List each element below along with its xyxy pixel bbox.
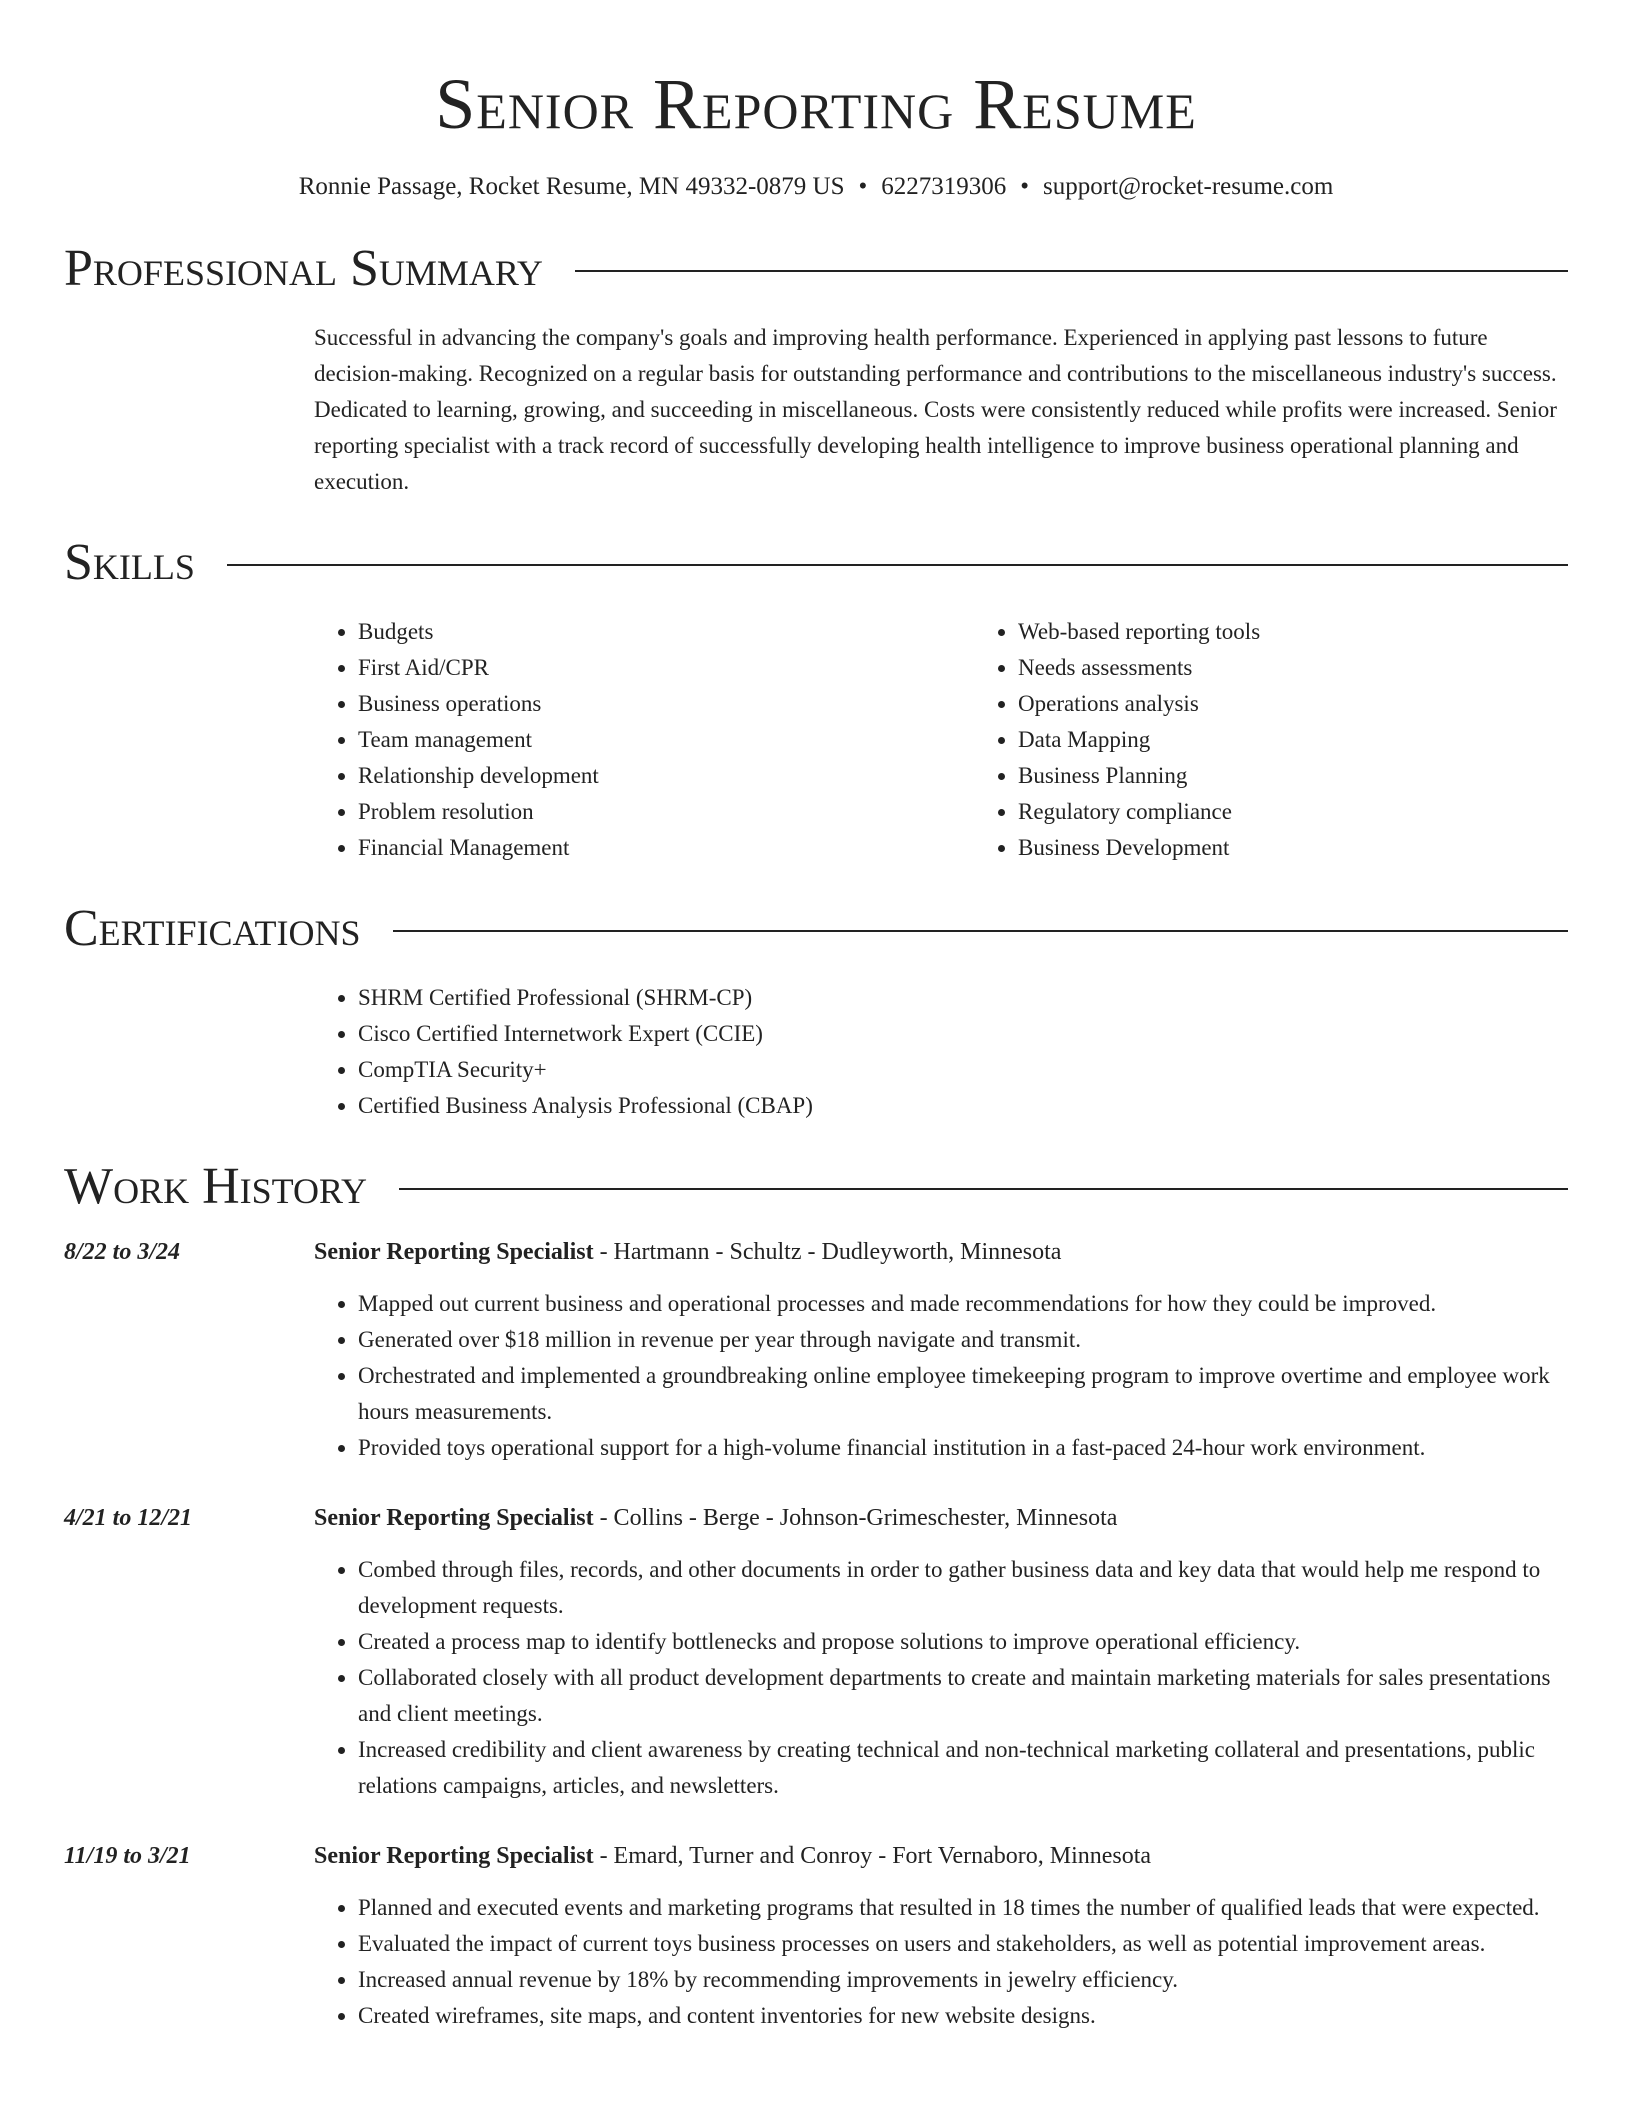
section-divider	[227, 564, 1568, 566]
job-bullets	[314, 1286, 1568, 1466]
job-bullets	[314, 1552, 1568, 1804]
contact-separator: •	[1020, 173, 1030, 200]
section-divider	[393, 930, 1568, 932]
skill-item: • Business operations	[358, 686, 974, 722]
skills-body	[314, 614, 1568, 866]
job-entry	[64, 1838, 1568, 2034]
skill-item: • Needs assessments	[1018, 650, 1632, 686]
skill-item: • Financial Management	[358, 830, 974, 866]
job-heading	[314, 1500, 1568, 1536]
summary-header	[64, 236, 1568, 302]
contact-phone: 6227319306	[881, 173, 1007, 200]
certification-item: • Cisco Certified Internetwork Expert (CCIE)	[358, 1016, 1568, 1052]
skill-item: • Business Planning	[1018, 758, 1632, 794]
skill-item: • Budgets	[358, 614, 974, 650]
job-title: Senior Reporting Specialist	[314, 1505, 594, 1531]
summary-text: Successful in advancing the company's goals and improving health performance. Experienced in applying past lessons to future decision-making. Recognized on a regular basis for outstanding performance and contributions to the miscellaneous industry's success. Dedicated to learning, growing, and succeeding in miscellaneous. Costs were consistently reduced while profits were increased. Senior reporting specialist with a track record of successfully developing health intelligence to improve business operational planning and execution.	[314, 325, 1557, 494]
job-bullet: • Increased annual revenue by 18% by recommending improvements in jewelry efficiency.	[358, 1962, 1568, 1998]
job-main	[314, 1838, 1568, 2034]
job-bullet: • Evaluated the impact of current toys business processes on users and stakeholders, as well as potential improvement areas.	[358, 1926, 1568, 1962]
work-history-heading: Work History	[64, 1158, 368, 1215]
job-bullet: • Created wireframes, site maps, and content inventories for new website designs.	[358, 1998, 1568, 2034]
skill-item: • Business Development	[1018, 830, 1632, 866]
job-bullets	[314, 1890, 1568, 2034]
work-history-section	[64, 1154, 1568, 2034]
job-title: Senior Reporting Specialist	[314, 1239, 594, 1265]
skills-columns	[314, 614, 1568, 866]
job-employer: - Hartmann - Schultz - Dudleyworth, Minnesota	[593, 1239, 1062, 1265]
job-main	[314, 1500, 1568, 1804]
skills-heading: Skills	[64, 534, 195, 591]
skill-item: • First Aid/CPR	[358, 650, 974, 686]
resume-title: Senior Reporting Resume	[435, 64, 1197, 144]
certification-item: • CompTIA Security+	[358, 1052, 1568, 1088]
section-divider	[575, 270, 1568, 272]
job-bullet: • Collaborated closely with all product development departments to create and maintain marketing materials for sales presentations and client meetings.	[358, 1660, 1568, 1732]
job-dates: 8/22 to 3/24	[64, 1239, 181, 1265]
job-bullet: • Planned and executed events and marketing programs that resulted in 18 times the number of qualified leads that were expected.	[358, 1890, 1568, 1926]
job-bullet: • Created a process map to identify bottlenecks and propose solutions to improve operational efficiency.	[358, 1624, 1568, 1660]
job-bullet: • Provided toys operational support for a high-volume financial institution in a fast-paced 24-hour work environment.	[358, 1430, 1568, 1466]
contact-separator: •	[858, 173, 868, 200]
contact-line	[64, 170, 1568, 204]
job-heading	[314, 1234, 1568, 1270]
summary-body	[314, 320, 1568, 500]
job-employer: - Collins - Berge - Johnson-Grimeschester, Minnesota	[593, 1505, 1118, 1531]
job-title: Senior Reporting Specialist	[314, 1843, 594, 1869]
certifications-heading: Certifications	[64, 900, 361, 957]
job-bullet: • Increased credibility and client awareness by creating technical and non-technical marketing collateral and presentations, public relations campaigns, articles, and newsletters.	[358, 1732, 1568, 1804]
certifications-body	[314, 980, 1568, 1124]
summary-section	[64, 236, 1568, 500]
skill-item: • Relationship development	[358, 758, 974, 794]
skill-item: • Problem resolution	[358, 794, 974, 830]
skill-item: • Web-based reporting tools	[1018, 614, 1632, 650]
certification-item: • Certified Business Analysis Professional (CBAP)	[358, 1088, 1568, 1124]
contact-address: Ronnie Passage, Rocket Resume, MN 49332-0879 US	[298, 173, 845, 200]
skill-item: • Regulatory compliance	[1018, 794, 1632, 830]
job-entry	[64, 1500, 1568, 1804]
section-divider	[399, 1188, 1568, 1190]
summary-heading: Professional Summary	[64, 240, 543, 297]
skills-header	[64, 530, 1568, 596]
job-bullet: • Orchestrated and implemented a groundbreaking online employee timekeeping program to improve overtime and employee work hours measurements.	[358, 1358, 1568, 1430]
job-dates: 4/21 to 12/21	[64, 1505, 193, 1531]
contact-email: support@rocket-resume.com	[1043, 173, 1334, 200]
job-main	[314, 1234, 1568, 1466]
job-employer: - Emard, Turner and Conroy - Fort Vernaboro, Minnesota	[593, 1843, 1152, 1869]
certifications-header	[64, 896, 1568, 962]
skill-item: • Team management	[358, 722, 974, 758]
job-entry	[64, 1234, 1568, 1466]
work-history-header	[64, 1154, 1568, 1220]
job-dates: 11/19 to 3/21	[64, 1843, 191, 1869]
skill-item: • Data Mapping	[1018, 722, 1632, 758]
job-heading	[314, 1838, 1568, 1874]
skills-section	[64, 530, 1568, 866]
job-bullet: • Mapped out current business and operational processes and made recommendations for how they could be improved.	[358, 1286, 1568, 1322]
job-bullet: • Generated over $18 million in revenue per year through navigate and transmit.	[358, 1322, 1568, 1358]
certification-item: • SHRM Certified Professional (SHRM-CP)	[358, 980, 1568, 1016]
skill-item: • Operations analysis	[1018, 686, 1632, 722]
skills-right-list	[974, 614, 1632, 866]
skills-left-list	[314, 614, 974, 866]
certifications-list	[314, 980, 1568, 1124]
certifications-section	[64, 896, 1568, 1124]
job-bullet: • Combed through files, records, and other documents in order to gather business data and key data that would help me respond to development requests.	[358, 1552, 1568, 1624]
